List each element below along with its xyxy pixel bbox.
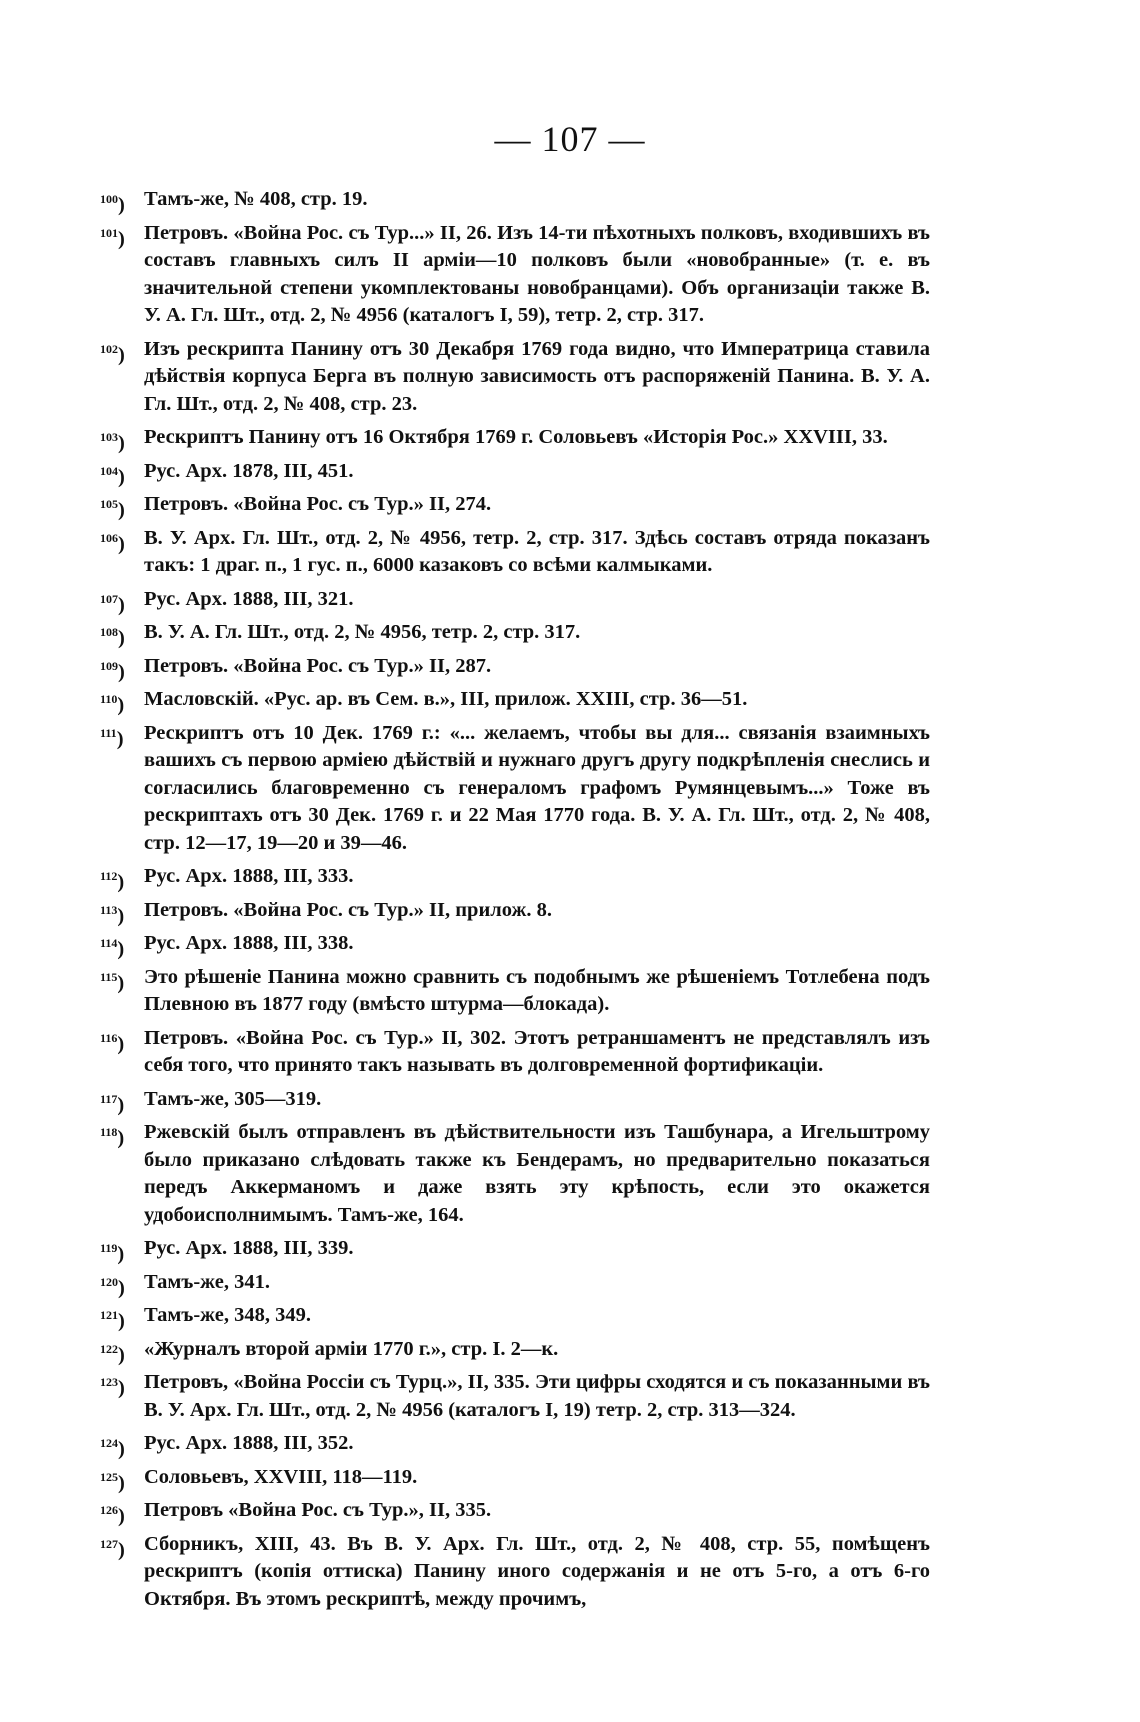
footnote-text: Петровъ. «Война Рос. съ Тур.» II, 274.: [144, 493, 492, 515]
footnote-number: $^{117}$): [100, 1091, 125, 1116]
footnote-item: [100, 491, 930, 519]
footnote-number: $^{113}$): [100, 902, 125, 927]
footnote-item: [100, 1269, 930, 1297]
footnote-number: $^{110}$): [100, 692, 125, 716]
footnote-text: Петровъ «Война Рос. съ Тур.», II, 335.: [144, 1499, 492, 1521]
footnote-number-value: 124: [100, 1436, 118, 1450]
footnotes-list: [100, 186, 930, 1619]
footnote-text: Это рѣшеніе Панина можно сравнить съ подобнымъ же рѣшеніемъ Тотлебена подъ Плевною въ 1877 году (вмѣсто штурма—блокада).: [144, 965, 930, 1015]
footnote-number-value: 108: [100, 625, 118, 639]
footnote-number: $^{118}$): [100, 1125, 125, 1149]
footnote-number-value: 125: [100, 1469, 118, 1484]
footnote-number: $^{101}$): [100, 225, 125, 250]
footnote-text: Масловскій. «Рус. ар. въ Сем. в.», III, прилож. XXIII, стр. 36—51.: [144, 688, 748, 710]
footnote-number: $^{104}$): [100, 463, 125, 488]
footnote-number: $^{109}$): [100, 658, 125, 683]
footnote-text: Тамъ-же, 348, 349.: [144, 1304, 311, 1326]
footnote-number-value: 120: [100, 1274, 118, 1289]
footnote-number-value: 121: [100, 1308, 118, 1322]
footnote-text: Тамъ-же, 341.: [144, 1270, 270, 1293]
footnote-number-value: 113: [100, 902, 118, 917]
footnote-text: Петровъ. «Война Рос. съ Тур.» II, 302. Этотъ ретраншаментъ не представлялъ изъ себя того, что принято такъ называть въ долговременной фортификаціи.: [144, 1026, 930, 1076]
footnote-number-value: 114: [100, 936, 118, 950]
footnote-number: $^{119}$): [100, 1241, 125, 1265]
footnote-number: $^{120}$): [100, 1274, 125, 1299]
footnote-text: Рескриптъ отъ 10 Дек. 1769 г.: «... желаемъ, чтобы вы для... связанія взаимныхъ вашихъ съ первою арміею дѣйствій и нужнаго другъ другу подкрѣпленія снеслись и согласились благовременно съ генераломъ графомъ Румянцевымъ...» Тоже въ рескриптахъ отъ 30 Дек. 1769 г. и 22 Мая 1770 года. В. У. А. Гл. Шт., отд. 2, № 408, стр. 12—17, 19—20 и 39—46.: [144, 721, 930, 854]
footnote-item: [100, 1531, 930, 1614]
footnote-item: [100, 863, 930, 891]
footnote-number: $^{106}$): [100, 530, 125, 555]
footnote-text: Петровъ. «Война Рос. съ Тур...» II, 26. Изъ 14-ти пѣхотныхъ полковъ, входившихъ въ составъ главныхъ силъ II арміи—10 полковъ были «новобранные» (т. е. въ значительной степени укомплектованы новобранцами). Объ организаціи также В. У. А. Гл. Шт., отд. 2, № 4956 (каталогъ I, 59), тетр. 2, стр. 317.: [144, 221, 930, 326]
footnote-item: [100, 424, 930, 452]
footnote-number: $^{127}$): [100, 1536, 125, 1561]
footnote-text: Рус. Арх. 1888, III, 333.: [144, 865, 354, 887]
footnote-text: Соловьевъ, XXVIII, 118—119.: [144, 1465, 418, 1488]
footnote-number: $^{105}$): [100, 497, 125, 521]
footnote-item: [100, 720, 930, 858]
footnote-item: [100, 686, 930, 714]
footnote-item: [100, 1302, 930, 1330]
footnote-text: Изъ рескрипта Панину отъ 30 Декабря 1769 года видно, что Императрица ставила дѣйствія корпуса Берга въ полную зависимость отъ распоряженій Панина. В. У. А. Гл. Шт., отд. 2, № 408, стр. 23.: [144, 337, 930, 415]
footnote-number-value: 123: [100, 1375, 118, 1389]
footnote-text: Тамъ-же, 305—319.: [144, 1087, 322, 1110]
footnote-text: Рескриптъ Панину отъ 16 Октября 1769 г. Соловьевъ «Исторія Рос.» XXVIII, 33.: [144, 426, 888, 448]
footnote-text: Тамъ-же, № 408, стр. 19.: [144, 188, 368, 210]
footnote-number: $^{123}$): [100, 1375, 125, 1399]
footnote-number-value: 117: [100, 1091, 118, 1106]
footnote-number: $^{108}$): [100, 625, 125, 649]
footnote-number-value: 116: [100, 1030, 118, 1045]
page-number: — 107 —: [494, 119, 646, 159]
footnote-number-value: 119: [100, 1241, 118, 1255]
footnote-item: [100, 1119, 930, 1229]
footnote-number: $^{125}$): [100, 1469, 125, 1494]
footnote-text: В. У. Арх. Гл. Шт., отд. 2, № 4956, тетр. 2, стр. 317. Здѣсь составъ отряда показанъ такъ: 1 драг. п., 1 гус. п., 6000 казаковъ со всѣми калмыками.: [144, 526, 930, 576]
footnote-number: $^{115}$): [100, 969, 125, 994]
footnote-text: Рус. Арх. 1888, III, 338.: [144, 932, 354, 954]
footnote-number-value: 126: [100, 1503, 118, 1517]
footnote-item: [100, 586, 930, 614]
footnote-item: [100, 653, 930, 681]
footnote-number-value: 122: [100, 1341, 118, 1356]
footnote-number-value: 100: [100, 192, 118, 206]
footnote-text: В. У. А. Гл. Шт., отд. 2, № 4956, тетр. 2, стр. 317.: [144, 621, 581, 643]
footnote-number-value: 118: [100, 1125, 118, 1139]
footnote-text: Сборникъ, XIII, 43. Въ В. У. Арх. Гл. Шт., отд. 2, № 408, стр. 55, помѣщенъ рескриптъ (копія оттиска) Панину иного содержанія и не отъ 5-го, а отъ 6-го Октября. Въ этомъ рескриптѣ, между прочимъ,: [144, 1532, 930, 1610]
footnote-item: [100, 964, 930, 1019]
footnote-number: $^{121}$): [100, 1308, 125, 1332]
footnote-text: «Журналъ второй арміи 1770 г.», стр. I. 2—к.: [144, 1337, 559, 1360]
footnote-number: $^{102}$): [100, 341, 125, 366]
footnote-number: $^{103}$): [100, 430, 125, 454]
footnote-number: $^{124}$): [100, 1436, 125, 1460]
footnote-item: [100, 1369, 930, 1424]
footnote-number: $^{100}$): [100, 192, 125, 216]
footnote-text: Рус. Арх. 1888, III, 352.: [144, 1432, 354, 1454]
footnote-item: [100, 336, 930, 419]
footnote-number-value: 127: [100, 1536, 118, 1551]
footnote-number: $^{112}$): [100, 869, 125, 893]
footnote-number-value: 109: [100, 658, 118, 673]
footnote-number: $^{122}$): [100, 1341, 125, 1366]
footnote-number: $^{126}$): [100, 1503, 125, 1527]
footnote-number: $^{114}$): [100, 936, 125, 960]
footnote-number-value: 104: [100, 463, 118, 478]
footnote-item: [100, 1235, 930, 1263]
footnote-number: $^{111}$): [100, 725, 124, 750]
footnote-number-value: 112: [100, 869, 118, 883]
footnote-item: [100, 186, 930, 214]
footnote-text: Рус. Арх. 1888, III, 321.: [144, 587, 354, 610]
footnote-number: $^{107}$): [100, 591, 125, 616]
footnote-text: Петровъ, «Война Россіи съ Турц.», II, 335. Эти цифры сходятся и съ показанными въ В. У. Арх. Гл. Шт., отд. 2, № 4956 (каталогъ I, 19) тетр. 2, стр. 313—324.: [144, 1371, 930, 1421]
footnote-item: [100, 619, 930, 647]
footnote-number-value: 106: [100, 530, 118, 545]
footnote-item: [100, 1025, 930, 1080]
footnote-text: Петровъ. «Война Рос. съ Тур.» II, прилож. 8.: [144, 898, 552, 921]
footnote-item: [100, 930, 930, 958]
footnote-text: Петровъ. «Война Рос. съ Тур.» II, 287.: [144, 654, 492, 677]
footnote-number-value: 110: [100, 692, 118, 706]
footnote-item: [100, 897, 930, 925]
footnote-item: [100, 220, 930, 330]
footnote-number-value: 105: [100, 497, 118, 511]
footnote-number-value: 115: [100, 969, 118, 984]
footnote-text: Рус. Арх. 1888, III, 339.: [144, 1237, 354, 1259]
footnote-number-value: 101: [100, 225, 118, 240]
footnote-item: [100, 525, 930, 580]
footnote-item: [100, 458, 930, 486]
footnote-item: [100, 1464, 930, 1492]
footnote-item: [100, 1430, 930, 1458]
footnote-item: [100, 1497, 930, 1525]
footnote-text: Рус. Арх. 1878, III, 451.: [144, 459, 354, 482]
footnote-number: $^{116}$): [100, 1030, 125, 1055]
footnote-item: [100, 1086, 930, 1114]
footnote-text: Ржевскій былъ отправленъ въ дѣйствительности изъ Ташбунара, а Игельштрому было приказано слѣдовать также къ Бендерамъ, но предварительно показаться передъ Аккерманомъ и даже взять эту крѣпость, если это окажется удобоисполнимымъ. Тамъ-же, 164.: [144, 1121, 930, 1226]
footnote-number-value: 103: [100, 430, 118, 444]
footnote-item: [100, 1336, 930, 1364]
footnote-number-value: 102: [100, 341, 118, 356]
footnote-number-value: 107: [100, 591, 118, 606]
footnote-number-value: 111: [100, 725, 117, 740]
